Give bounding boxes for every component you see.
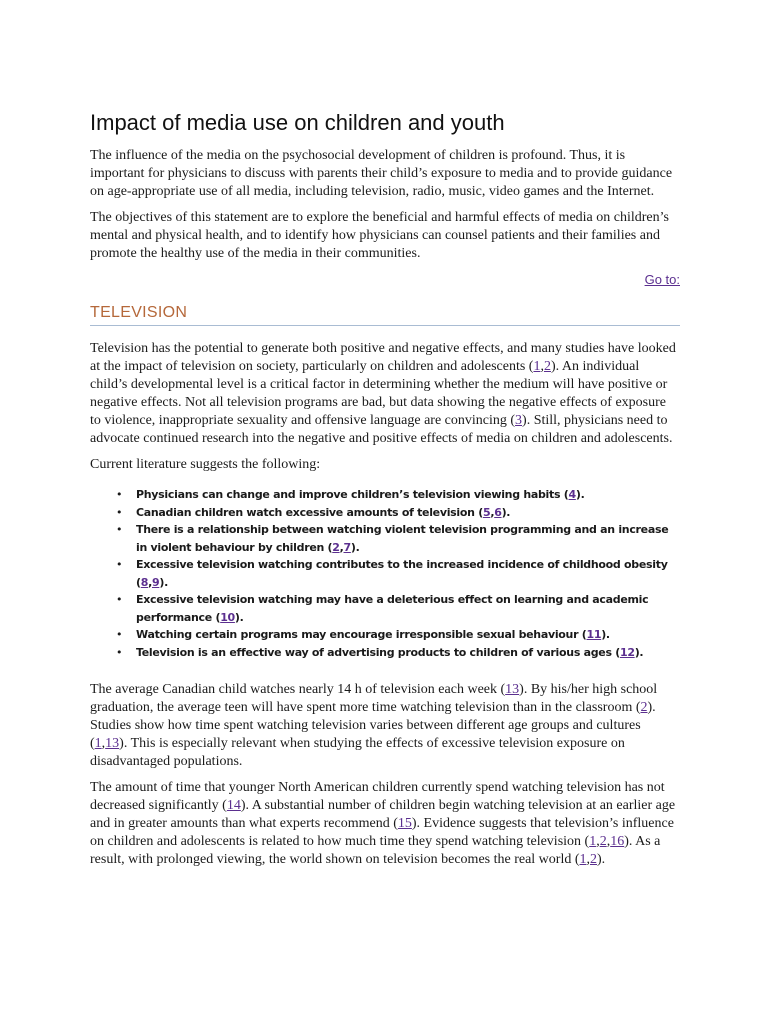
television-paragraph-4: The amount of time that younger North American children currently spend watching television has not decreased significantly (14). A substantial number of children begin watching television at an earlier age and in greater amounts than what experts recommend (15). Evidence suggests that television’s influence on children and adolescents is related to how much time they spend watching television (1,2,16). As a result, with prolonged viewing, the world shown on television becomes the real world (1,2).: [90, 780, 676, 867]
reference-link[interactable]: 16: [610, 834, 625, 849]
section-heading-television: TELEVISION: [90, 304, 680, 326]
reference-link[interactable]: 14: [226, 798, 241, 813]
reference-link[interactable]: 13: [105, 736, 120, 751]
reference-link[interactable]: 15: [397, 816, 412, 831]
reference-link[interactable]: 3: [515, 413, 523, 428]
list-item: • Canadian children watch excessive amounts of television (5,6).: [90, 504, 680, 522]
reference-link[interactable]: 13: [505, 682, 520, 697]
findings-list: [90, 486, 680, 661]
list-item: • There is a relationship between watching violent television programming and an increase in violent behaviour by children (2,7).: [116, 523, 669, 554]
intro-paragraph-2: The objectives of this statement are to explore the beneficial and harmful effects of media on children’s mental and physical health, and to identify how physicians can counsel patients and their families and promote the healthy use of the media in their communities.: [90, 210, 669, 261]
bullet-icon: •: [116, 628, 123, 641]
list-item: • Physicians can change and improve children’s television viewing habits (4).: [90, 486, 680, 504]
television-paragraph-2: Current literature suggests the following:: [90, 457, 321, 472]
list-item: • Watching certain programs may encourage irresponsible sexual behaviour (11).: [90, 626, 680, 644]
intro-paragraph-1: The influence of the media on the psychosocial development of children is profound. Thus, it is important for physicians to discuss with parents their child’s exposure to media and to provide guidance on age-appropriate use of all media, including television, radio, music, video games and the Internet.: [90, 148, 673, 199]
reference-link[interactable]: 2: [590, 852, 598, 867]
reference-link[interactable]: 10: [220, 610, 235, 624]
reference-link[interactable]: 8: [140, 575, 149, 589]
reference-link[interactable]: 1: [589, 834, 597, 849]
bullet-icon: •: [116, 645, 123, 659]
bullet-icon: •: [116, 558, 123, 571]
list-item: • Excessive television watching may have a deleterious effect on learning and academic performance (10).: [116, 593, 649, 624]
reference-link[interactable]: 2: [640, 700, 648, 715]
reference-link[interactable]: 6: [494, 505, 502, 519]
reference-link[interactable]: 7: [343, 540, 351, 554]
reference-link[interactable]: 1: [533, 359, 541, 374]
reference-link[interactable]: 2: [332, 540, 340, 554]
reference-link[interactable]: 12: [619, 645, 635, 659]
television-paragraph-1: Television has the potential to generate both positive and negative effects, and many studies have looked at the impact of television on society, particularly on children and adolescents (1,2). An individual child’s developmental level is a critical factor in determining whether the medium will have positive or negative effects. Not all television programs are bad, but data showing the negative effects of exposure to violence, inappropriate sexuality and offensive language are convincing (3). Still, physicians need to advocate continued research into the negative and positive effects of media on children and adolescents.: [90, 341, 676, 446]
reference-link[interactable]: 4: [568, 488, 576, 501]
goto-row: [90, 271, 680, 289]
goto-link[interactable]: Go to:: [644, 272, 680, 287]
list-item: • Excessive television watching contributes to the increased incidence of childhood obesity (8,9).: [116, 558, 668, 589]
television-paragraph-3: The average Canadian child watches nearly 14 h of television each week (13). By his/her high school graduation, the average teen will have spent more time watching television than in the classroom (2). Studies show how time spent watching television varies between different age groups and cultures (1,13). This is especially relevant when studying the effects of excessive television exposure on disadvantaged populations.: [90, 682, 658, 769]
reference-link[interactable]: 1: [579, 852, 587, 867]
bullet-icon: •: [116, 488, 123, 501]
reference-link[interactable]: 5: [482, 505, 491, 519]
bullet-icon: •: [116, 593, 123, 606]
page-title: Impact of media use on children and youth: [90, 110, 505, 135]
reference-link[interactable]: 1: [94, 736, 102, 751]
bullet-icon: •: [116, 505, 123, 519]
reference-link[interactable]: 11: [586, 628, 602, 641]
reference-link[interactable]: 2: [543, 359, 551, 374]
list-item: • Television is an effective way of advertising products to children of various ages (12).: [90, 644, 680, 662]
reference-link[interactable]: 9: [151, 575, 160, 589]
bullet-icon: •: [116, 523, 123, 536]
article-content: [90, 108, 680, 877]
reference-link[interactable]: 2: [599, 834, 607, 849]
